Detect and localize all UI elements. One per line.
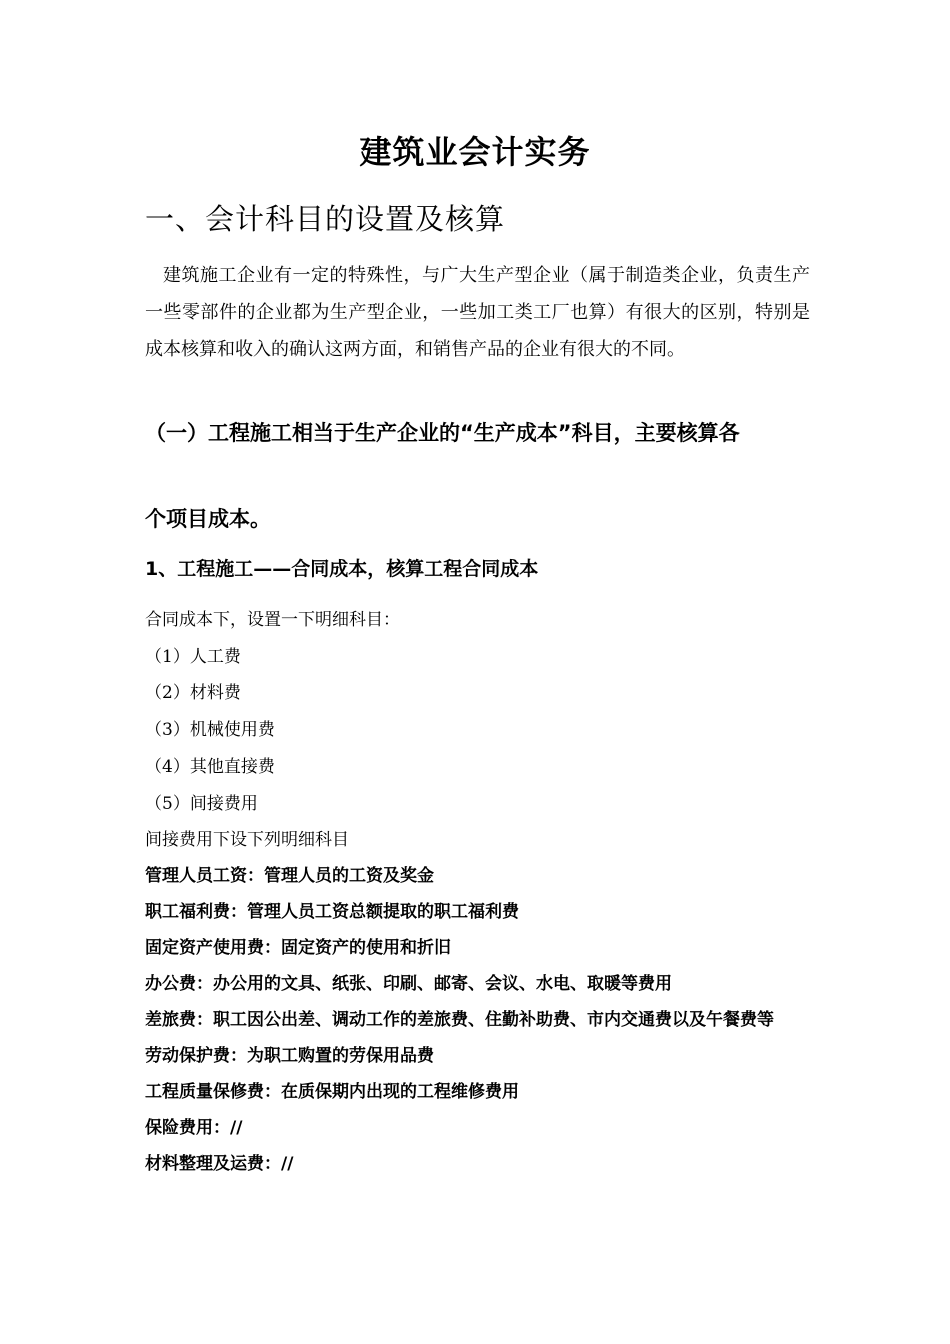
detail-item: 办公费：办公用的文具、纸张、印刷、邮寄、会议、水电、取暖等费用	[145, 974, 672, 994]
detail-item: 职工福利费：管理人员工资总额提取的职工福利费	[145, 902, 519, 922]
section-heading: 一、会计科目的设置及核算	[145, 202, 506, 236]
detail-item: 保险费用：//	[145, 1118, 243, 1138]
document-title: 建筑业会计实务	[359, 133, 591, 171]
list-item: （3）机械使用费	[145, 720, 275, 741]
list-item: （2）材料费	[145, 683, 241, 704]
list-item: （4）其他直接费	[145, 756, 275, 777]
indirect-details-list	[145, 858, 810, 1182]
sub-accounts-intro: 合同成本下，设置一下明细科目：	[145, 610, 400, 630]
list-item: （1）人工费	[145, 646, 241, 667]
item-heading: 1、工程施工——合同成本，核算工程合同成本	[145, 558, 539, 580]
detail-item: 差旅费：职工因公出差、调动工作的差旅费、住勤补助费、市内交通费以及午餐费等	[145, 1010, 774, 1030]
intro-paragraph: 建筑施工企业有一定的特殊性，与广大生产型企业（属于制造类企业，负责生产一些零部件的企业都为生产型企业，一些加工类工厂也算）有很大的区别，特别是成本核算和收入的确认这两方面，和销售产品的企业有很大的不同。	[145, 265, 810, 360]
list-item: （5）间接费用	[145, 793, 258, 814]
subsection-heading-line2: 个项目成本。	[145, 507, 271, 531]
detail-item: 固定资产使用费：固定资产的使用和折旧	[145, 938, 451, 958]
subsection-heading-line1: （一）工程施工相当于生产企业的“生产成本”科目，主要核算各	[145, 421, 740, 445]
detail-item: 材料整理及运费：//	[145, 1154, 294, 1174]
sub-accounts-list	[145, 602, 810, 859]
subsection-heading	[145, 412, 810, 541]
detail-item: 管理人员工资：管理人员的工资及奖金	[145, 866, 434, 886]
detail-item: 劳动保护费：为职工购置的劳保用品费	[145, 1046, 434, 1066]
indirect-intro: 间接费用下设下列明细科目	[145, 830, 349, 851]
detail-item: 工程质量保修费：在质保期内出现的工程维修费用	[145, 1082, 519, 1102]
